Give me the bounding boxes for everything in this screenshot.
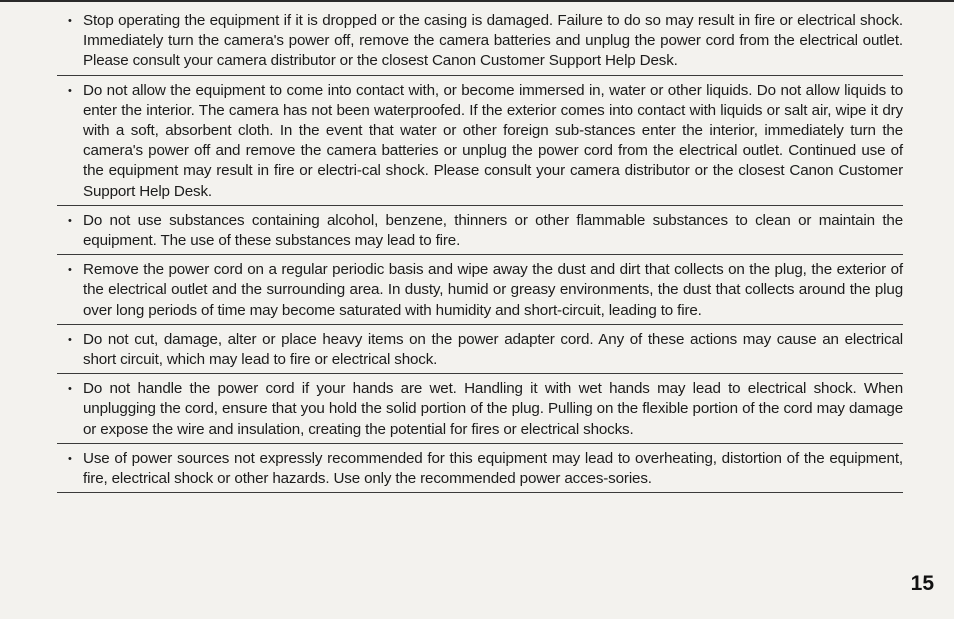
bullet-icon: • xyxy=(68,15,72,27)
bullet-icon: • xyxy=(68,452,72,465)
page-number: 15 xyxy=(910,572,934,595)
warning-item xyxy=(57,211,903,255)
warning-item xyxy=(57,379,903,444)
warning-text: Use of power sources not expressly recommended for this equipment may lead to overheating, distortion of the equipment, fire, electrical shock or other hazards. Use only the recommended power acces-sories. xyxy=(83,449,903,488)
warning-item xyxy=(57,260,903,325)
warning-item xyxy=(57,11,903,76)
bullet-icon: • xyxy=(68,333,72,346)
bullet-icon: • xyxy=(68,264,72,277)
warning-text: Do not use substances containing alcohol, benzene, thinners or other flammable substances to clean or maintain the equipment. The use of these substances may lead to fire. xyxy=(83,211,903,250)
bullet-icon: • xyxy=(68,383,72,396)
bullet-icon: • xyxy=(68,214,72,227)
top-rule xyxy=(0,0,954,2)
warning-text: Remove the power cord on a regular periodic basis and wipe away the dust and dirt that collects on the plug, the exterior of the electrical outlet and the surrounding area. In dusty, humid or greasy environments, the dust that collects around the plug over long periods of time may become saturated with humidity and short-circuit, leading to fire. xyxy=(83,261,903,319)
warning-text: Do not cut, damage, alter or place heavy items on the power adapter cord. Any of these actions may cause an electrical short circuit, which may lead to fire or electrical shock. xyxy=(83,330,903,369)
warning-text: Do not handle the power cord if your hands are wet. Handling it with wet hands may lead to electrical shock. When unplugging the cord, ensure that you hold the solid portion of the plug. Pulling on the flexible portion of the cord may damage or expose the wire and insulation, creating the potential for fires or electrical shocks. xyxy=(83,380,903,438)
warning-list xyxy=(57,11,903,493)
warning-text: Do not allow the equipment to come into contact with, or become immersed in, water or other liquids. Do not allow liquids to enter the interior. The camera has not been waterproofed. If the exterior comes into contact with liquids or salt air, wipe it dry with a soft, absorbent cloth. In the event that water or other foreign sub-stances enter the interior, immediately turn the camera's power off and remove the camera batteries or unplug the power cord from the electrical outlet. Continued use of the equipment may result in fire or electri-cal shock. Please consult your camera distributor or the closest Canon Customer Support Help Desk. xyxy=(83,81,903,200)
warning-item xyxy=(57,81,903,206)
warning-item xyxy=(57,449,903,493)
warning-item xyxy=(57,330,903,374)
warning-text: Stop operating the equipment if it is dropped or the casing is damaged. Failure to do so may result in fire or electrical shock. Immediately turn the camera's power off, remove the camera batteries and unplug the power cord from the electrical outlet. Please consult your camera distributor or the closest Canon Customer Support Help Desk. xyxy=(83,12,903,70)
bullet-icon: • xyxy=(68,84,72,97)
